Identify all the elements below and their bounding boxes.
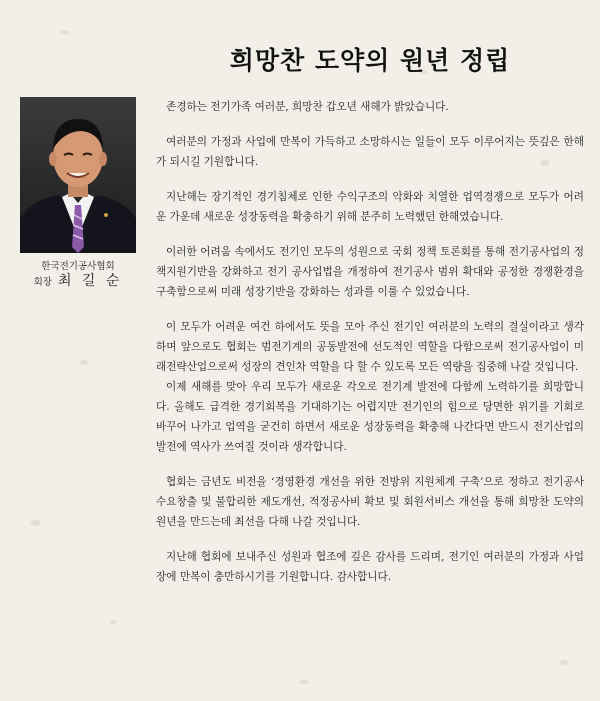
caption-name: 최 길 순: [57, 273, 123, 289]
paragraph: 협회는 금년도 비전을 ‘경영환경 개선을 위한 전방위 지원체계 구축’으로 정하고 전기공사 수요창출 및 불합리한 제도개선, 적정공사비 확보 및 회원서비스 개선을 통해 희망찬 도약의 원년을 만드는데 최선을 다해 나갈 것입니다.: [156, 476, 584, 528]
paper-fleck: [560, 660, 569, 665]
paragraph: 지난해 협회에 보내주신 성원과 협조에 깊은 감사를 드리며, 전기인 여러분의 가정과 사업장에 만복이 충만하시기를 기원합니다. 감사합니다.: [156, 551, 584, 583]
paragraph: 이제 새해를 맞아 우리 모두가 새로운 각오로 전기계 발전에 다함께 노력하기를 희망합니다. 올해도 급격한 경기회복을 기대하기는 어렵지만 전기인의 힘으로 당면한 위기를 기회로 바꾸어 나가고 업역을 굳건히 하면서 새로운 성장동력을 확충해 나간다면 반드시 전기산업의 발전에 역사가 쓰여질 것이라 생각합니다.: [156, 381, 584, 453]
caption-organization: 한국전기공사협회: [41, 261, 115, 272]
portrait-photo: [20, 97, 136, 253]
message-body: [156, 97, 584, 602]
paragraph: 여러분의 가정과 사업에 만복이 가득하고 소망하시는 일들이 모두 이루어지는 뜻깊은 한해가 되시길 기원합니다.: [156, 136, 584, 168]
paper-fleck: [80, 360, 88, 365]
paper-fleck: [110, 620, 117, 624]
page-title: 희망찬 도약의 원년 정립: [229, 45, 511, 75]
paper-fleck: [60, 30, 69, 35]
paragraph: 이러한 어려움 속에서도 전기인 모두의 성원으로 국회 정책 토론회를 통해 전기공사업의 정책지원기반을 강화하고 전기 공사업법을 개정하여 전기공사 범위 확대와 공정한 경쟁환경을 구축함으로써 미래 성장기반을 강화하는 성과를 이룰 수 있었습니다.: [156, 246, 584, 298]
paper-fleck: [30, 520, 41, 526]
caption-role: 회장: [33, 277, 52, 288]
portrait-illustration: [20, 97, 136, 253]
paragraph: 이 모두가 어려운 여건 하에서도 뜻을 모아 주신 전기인 여러분의 노력의 결실이라고 생각하며 앞으로도 협회는 범전기계의 공동발전에 선도적인 역할을 다함으로써 전기공사업이 미래전략산업으로써 성장의 견인차 역할을 다 할 수 있도록 모든 역량을 집중해 나갈 것입니다.: [156, 321, 584, 373]
caption-name-line: [20, 270, 136, 290]
paragraph: 존경하는 전기가족 여러분, 희망찬 갑오년 새해가 밝았습니다.: [166, 101, 449, 113]
paragraph: 지난해는 장기적인 경기침체로 인한 수익구조의 악화와 치열한 업역경쟁으로 모두가 어려운 가운데 새로운 성장동력을 확충하기 위해 분주히 노력했던 한해였습니다.: [156, 191, 584, 223]
paper-fleck: [300, 680, 308, 684]
